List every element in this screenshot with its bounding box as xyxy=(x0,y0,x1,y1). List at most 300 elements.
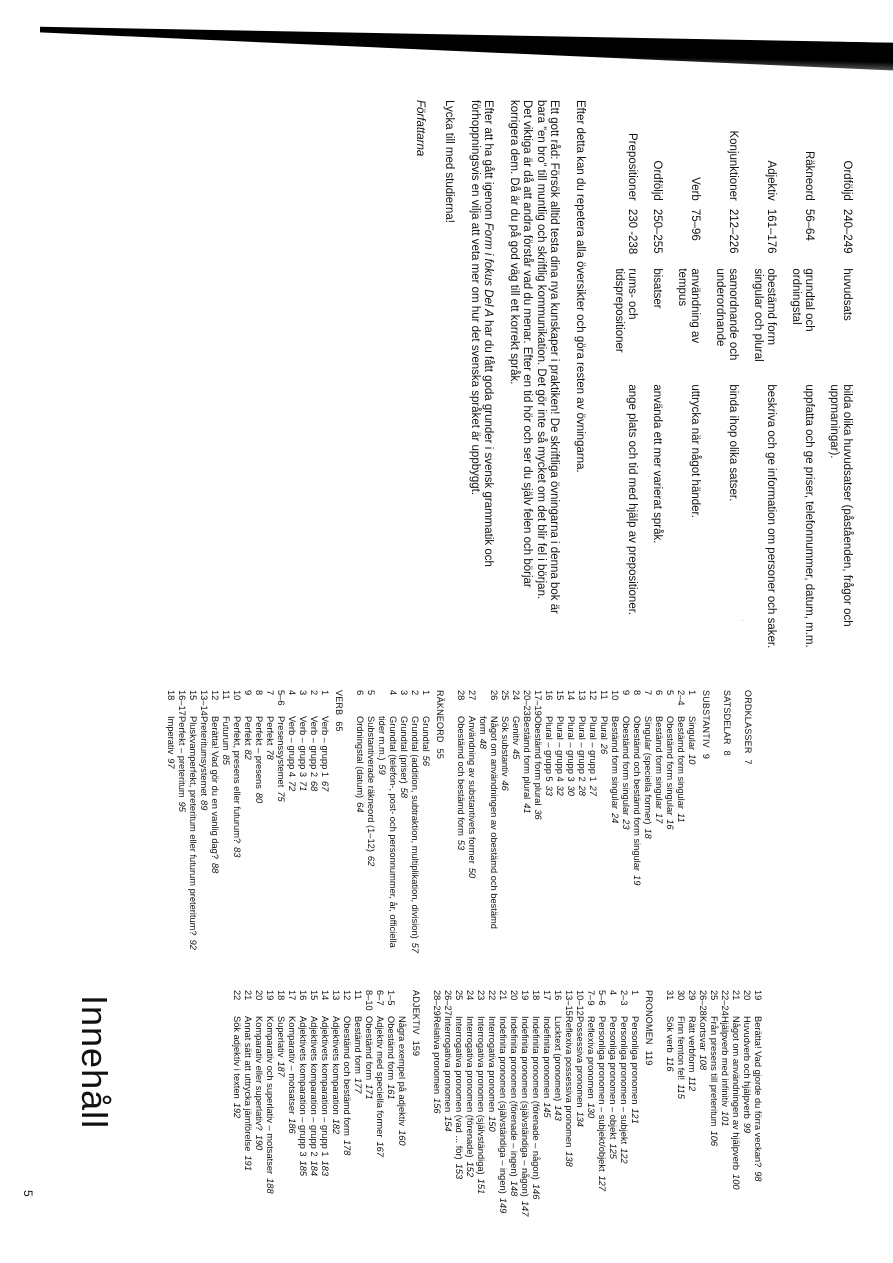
toc-entry[interactable] xyxy=(231,990,242,1260)
entry-title: Interrogativa pronomen154 xyxy=(443,1016,453,1132)
entry-page: 182 xyxy=(331,1118,341,1135)
toc-entry[interactable] xyxy=(609,690,620,960)
entry-page: 53 xyxy=(456,839,466,851)
toc-entry[interactable] xyxy=(264,990,275,1260)
entry-page: 88 xyxy=(210,863,220,874)
entry-title: Adjektivets komparation – grupp 2184 xyxy=(309,1016,319,1177)
toc-entry[interactable] xyxy=(385,990,396,1260)
entry-page: 46 xyxy=(500,780,510,791)
overview-category: Ordföljd xyxy=(841,160,853,201)
entry-title: Adjektiv med speciella former167 xyxy=(375,1016,385,1157)
entry-title: Reflexiva possessiva pronomen138 xyxy=(564,1016,574,1167)
toc-entry[interactable] xyxy=(697,990,708,1260)
entry-title: Sök substantiv46 xyxy=(500,716,510,791)
overview-topic: grundtal och ordningstal xyxy=(790,268,815,332)
paragraph-advice: Ett gott råd: Försök alltid testa dina nya kunskaper i praktiken! De skriftliga övningarna i denna bok är bara ”en bro” till muntlig och skriftlig kommunikation. Det gör inte så mycket om det blir fel i början. Det viktiga är då att andra förstår vad du menar. Efter en tid hör och ser du själv felen och börjar korrigera dem. Då är du på god väg till ett korrekt språk. xyxy=(508,100,561,614)
exercise-number: 11 xyxy=(221,690,231,700)
entry-page: 89 xyxy=(199,800,209,811)
entry-page: 152 xyxy=(465,1161,475,1178)
entry-title: Bestämd form plural41 xyxy=(522,716,532,814)
toc-entry[interactable] xyxy=(264,690,275,960)
toc-entry[interactable] xyxy=(508,990,519,1260)
entry-page: 130 xyxy=(586,1102,596,1119)
entry-page: 48 xyxy=(478,738,488,749)
entry-page: 171 xyxy=(364,1084,374,1100)
entry-title: Något om användningen av obestämd och bestämd form48 xyxy=(478,716,499,929)
overview-pages: 161–176 xyxy=(765,208,777,254)
entry-page: 27 xyxy=(588,785,598,796)
toc-entry[interactable] xyxy=(541,990,552,1260)
overview-row xyxy=(663,112,701,660)
entry-title: Bestämd form singular17 xyxy=(654,716,664,824)
toc-section-heading: PRONOMEN119 xyxy=(644,990,654,1066)
toc-entry[interactable] xyxy=(409,690,420,960)
toc-entry[interactable] xyxy=(552,990,563,1260)
entry-page: 116 xyxy=(665,1056,675,1072)
entry-page: 16 xyxy=(665,819,675,830)
entry-title: Verb – grupp 167 xyxy=(320,716,330,792)
exercise-number: 17 xyxy=(287,990,297,1001)
entry-page: 24 xyxy=(610,813,620,824)
toc-entry[interactable] xyxy=(396,990,407,1260)
toc-entry[interactable] xyxy=(574,990,585,1260)
entry-page: 28 xyxy=(577,785,587,796)
entry-page: 32 xyxy=(555,785,565,796)
toc-entry[interactable] xyxy=(352,990,363,1260)
toc-entry[interactable] xyxy=(242,690,253,960)
exercise-number: 16 xyxy=(553,990,563,1001)
exercise-number: 1 xyxy=(320,690,330,696)
toc-entry[interactable] xyxy=(464,990,475,1260)
overview-category: Räkneord xyxy=(803,150,815,201)
entry-title: Annat sätt att uttrycka jämförelse191 xyxy=(243,1016,253,1171)
exercise-number: 2–4 xyxy=(676,690,686,706)
toc-entry[interactable] xyxy=(455,690,466,960)
overview-category: Prepositioner xyxy=(626,133,638,201)
entry-title: Interrogativa pronomen (självständiga)151 xyxy=(476,1016,486,1195)
toc-entry[interactable] xyxy=(187,690,198,960)
entry-title: Hjälpverb med infinitiv101 xyxy=(720,1016,730,1127)
table-of-contents xyxy=(0,690,893,1263)
exercise-number: 11 xyxy=(599,690,609,700)
exercise-number: 7–9 xyxy=(586,990,596,1006)
exercise-number: 11 xyxy=(353,990,363,1000)
toc-entry[interactable] xyxy=(576,690,587,960)
toc-entry[interactable] xyxy=(497,990,508,1260)
preface-section xyxy=(414,100,853,660)
entry-page: 33 xyxy=(544,785,554,796)
overview-goal: använda ett mer varierat språk. xyxy=(651,384,663,544)
toc-entry[interactable] xyxy=(563,990,574,1260)
toc-entry[interactable] xyxy=(510,690,521,960)
toc-entry[interactable] xyxy=(642,690,653,960)
exercise-number: 26–27 xyxy=(443,990,453,1016)
exercise-number: 19 xyxy=(265,990,275,1001)
exercise-number: 4 xyxy=(388,690,398,696)
exercise-number: 12 xyxy=(342,990,352,1001)
toc-entry[interactable] xyxy=(308,990,319,1260)
entry-title: Sök verb116 xyxy=(665,1016,675,1072)
exercise-number: 5 xyxy=(665,690,675,696)
entry-page: 75 xyxy=(276,791,286,802)
toc-entry[interactable] xyxy=(319,690,330,960)
entry-title: Perfekt – preteritum95 xyxy=(177,716,187,812)
toc-entry[interactable] xyxy=(398,690,409,960)
entry-title: Ordningstal (datum)64 xyxy=(355,716,365,813)
exercise-number: 2–3 xyxy=(619,990,629,1006)
entry-page: 115 xyxy=(676,1084,686,1099)
entry-title: Genitiv45 xyxy=(511,716,521,760)
toc-section-heading: SUBSTANTIV9 xyxy=(701,690,711,760)
toc-entry[interactable] xyxy=(543,690,554,960)
exercise-number: 2 xyxy=(309,690,319,696)
entry-title: Något om användningen av hjälpverb100 xyxy=(731,1016,741,1190)
entry-page: 145 xyxy=(542,1102,552,1118)
exercise-number: 6 xyxy=(355,690,365,696)
exercise-number: 12 xyxy=(210,690,220,701)
toc-entry[interactable] xyxy=(198,690,209,960)
toc-entry[interactable] xyxy=(752,990,763,1260)
overview-pages: 230 -238 xyxy=(626,208,638,255)
entry-title: Komparativ – motsatser186 xyxy=(287,1016,297,1134)
exercise-number: 1 xyxy=(421,690,431,696)
overview-pages: 75–96 xyxy=(689,208,701,241)
toc-entry[interactable] xyxy=(376,690,398,960)
entry-title: Possessiva pronomen134 xyxy=(575,1016,585,1127)
entry-page: 188 xyxy=(265,1178,275,1194)
toc-section-heading: RÄKNEORD55 xyxy=(435,690,445,760)
exercise-number: 15 xyxy=(188,690,198,701)
entry-title: Substantiverade räkneord (1–12)62 xyxy=(366,716,376,867)
entry-title: Plural26 xyxy=(599,716,609,755)
overview-row xyxy=(777,112,815,660)
toc-entry[interactable] xyxy=(308,690,319,960)
entry-page: 146 xyxy=(531,1183,541,1200)
exercise-number: 10 xyxy=(610,690,620,701)
overview-pages: 212–226 xyxy=(727,208,739,254)
exercise-number: 5–6 xyxy=(276,690,286,706)
toc-entry[interactable] xyxy=(286,990,297,1260)
entry-page: 19 xyxy=(632,875,642,886)
entry-title: Reflexiva pronomen130 xyxy=(586,1016,596,1119)
overview-goal: uppfatta och ge priser, telefonnummer, datum, m.m. xyxy=(803,384,815,648)
entry-page: 100 xyxy=(731,1174,741,1190)
toc-entry[interactable] xyxy=(486,990,497,1260)
exercise-number: 3 xyxy=(399,690,409,696)
exercise-number: 21 xyxy=(243,990,253,1001)
exercise-number: 29 xyxy=(687,990,697,1001)
toc-entry[interactable] xyxy=(565,690,576,960)
entry-title: Bestämd form177 xyxy=(353,1016,363,1094)
toc-entry[interactable] xyxy=(521,690,532,960)
exercise-number: 10 xyxy=(232,690,242,701)
exercise-number: 15 xyxy=(309,990,319,1001)
exercise-number: 8–10 xyxy=(364,990,374,1011)
entry-page: 149 xyxy=(498,1197,508,1214)
exercise-number: 10–12 xyxy=(575,990,585,1016)
entry-page: 147 xyxy=(520,1200,530,1217)
toc-entry[interactable] xyxy=(475,990,486,1260)
exercise-number: 5 xyxy=(366,690,376,696)
entry-page: 45 xyxy=(511,748,521,760)
overview-row xyxy=(701,112,739,660)
exercise-number: 9 xyxy=(243,690,253,696)
toc-entry[interactable] xyxy=(618,990,629,1260)
paragraph-good-luck: Lycka till med studierna! xyxy=(443,100,456,223)
entry-title: Från presens till preteritum106 xyxy=(709,1016,719,1147)
entry-title: Presenssystemet75 xyxy=(276,716,286,802)
toc-entry[interactable] xyxy=(686,690,697,960)
entry-page: 68 xyxy=(309,781,319,792)
toc-entry[interactable] xyxy=(275,690,286,960)
entry-page: 62 xyxy=(366,855,376,867)
entry-title: Finn femton fel!115 xyxy=(676,1016,686,1099)
exercise-number: 16 xyxy=(544,690,554,701)
entry-title: Bestämd form singular11 xyxy=(676,716,686,823)
entry-title: Verb – grupp 472 xyxy=(287,716,297,792)
toc-entry[interactable] xyxy=(554,690,565,960)
exercise-number: 17 xyxy=(542,990,552,1001)
entry-title: Personliga pronomen121 xyxy=(630,1016,640,1124)
toc-entry[interactable] xyxy=(477,690,499,960)
exercise-number: 18 xyxy=(276,990,286,1001)
exercise-number: 18 xyxy=(166,690,176,701)
toc-entry[interactable] xyxy=(741,990,752,1260)
exercise-number: 4 xyxy=(608,990,618,996)
exercise-number: 1 xyxy=(630,990,640,996)
exercise-number: 28 xyxy=(456,690,466,701)
paragraph-summary: Efter att ha gått igenom Form i fokus Del A har du fått goda grunder i svensk grammatik och förhoppningsvis en vilja att veta mer om hur det svenska språket är uppbyggt. xyxy=(469,100,495,567)
toc-entry[interactable] xyxy=(253,690,264,960)
entry-title: Adjektivets komparation – grupp 1183 xyxy=(320,1016,330,1177)
toc-entry[interactable] xyxy=(675,990,686,1260)
entry-page: 10 xyxy=(687,754,697,765)
toc-entry[interactable] xyxy=(374,990,385,1260)
overview-goal: uttrycka när något händer. xyxy=(689,384,701,518)
entry-title: Indefinita pronomen (förenade – någon)146 xyxy=(531,1016,541,1200)
overview-topic: huvudsats xyxy=(841,268,853,321)
toc-section-heading: ORDKLASSER7 xyxy=(743,690,753,765)
toc-entry[interactable] xyxy=(730,990,741,1260)
entry-title: Komparativ eller superlativ?190 xyxy=(254,1016,264,1151)
entry-page: 167 xyxy=(375,1141,385,1157)
entry-page: 178 xyxy=(342,1139,352,1156)
entry-page: 151 xyxy=(476,1178,486,1195)
entry-page: 82 xyxy=(243,749,253,760)
overview-goal: beskriva och ge information om personer och saker. xyxy=(765,384,777,649)
exercise-number: 13–15 xyxy=(564,990,574,1016)
toc-entry[interactable] xyxy=(596,990,607,1260)
toc-entry[interactable] xyxy=(354,690,365,960)
entry-page: 64 xyxy=(355,802,365,813)
exercise-number: 8 xyxy=(632,690,642,696)
entry-title: Grundtal (priser)58 xyxy=(399,716,409,799)
entry-title: Grundtal (telefon-, post- och personnummer, år, officiella tider m.m.)59 xyxy=(377,716,398,948)
exercise-number: 14 xyxy=(320,990,330,1001)
toc-entry[interactable] xyxy=(631,690,642,960)
toc-entry[interactable] xyxy=(319,990,330,1260)
entry-title: Interrogativa pronomen (vad ... för)153 xyxy=(454,1016,464,1180)
toc-entry[interactable] xyxy=(607,990,618,1260)
toc-entry[interactable] xyxy=(519,990,530,1260)
exercise-number: 8 xyxy=(254,690,264,696)
exercise-number: 20 xyxy=(742,990,752,1001)
entry-page: 161 xyxy=(386,1084,396,1100)
overview-topic: samordnande och underordnande xyxy=(714,268,739,361)
entry-title: Grundtal (addition, subtraktion, multiplikation, division)57 xyxy=(410,716,420,954)
entry-title: Futurum85 xyxy=(221,716,231,765)
entry-title: Indefinita pronomen145 xyxy=(542,1016,552,1118)
toc-entry[interactable] xyxy=(363,990,374,1260)
exercise-number: 6 xyxy=(654,690,664,696)
exercise-number: 27 xyxy=(467,690,477,701)
entry-title: Berätta! Vad gör du en vanlig dag?88 xyxy=(210,716,220,874)
overview-row xyxy=(600,112,638,660)
exercise-number: 4 xyxy=(287,690,297,696)
entry-page: 187 xyxy=(276,1061,286,1077)
toc-entry[interactable] xyxy=(530,990,541,1260)
entry-page: 106 xyxy=(709,1130,719,1147)
toc-entry[interactable] xyxy=(297,690,308,960)
exercise-number: 31 xyxy=(665,990,675,1001)
entry-page: 72 xyxy=(287,781,297,792)
toc-entry[interactable] xyxy=(253,990,264,1260)
toc-entry[interactable] xyxy=(176,690,187,960)
entry-page: 18 xyxy=(643,828,653,839)
toc-entry[interactable] xyxy=(664,690,675,960)
entry-page: 148 xyxy=(509,1180,519,1197)
exercise-number: 14 xyxy=(566,690,576,701)
entry-page: 150 xyxy=(487,1116,497,1132)
toc-entry[interactable] xyxy=(629,990,640,1260)
entry-title: Imperativ97 xyxy=(166,716,176,769)
toc-entry[interactable] xyxy=(275,990,286,1260)
entry-page: 143 xyxy=(553,1105,563,1121)
toc-entry[interactable] xyxy=(719,990,730,1260)
toc-entry[interactable] xyxy=(585,990,596,1260)
entry-title: Lucktext (pronomen)143 xyxy=(553,1016,563,1121)
exercise-number: 26–28 xyxy=(698,990,708,1016)
entry-title: Rätt verbform112 xyxy=(687,1016,697,1092)
entry-page: 153 xyxy=(454,1163,464,1180)
toc-entry[interactable] xyxy=(587,690,598,960)
entry-title: Personliga pronomen – objekt125 xyxy=(608,1016,618,1160)
exercise-number: 22 xyxy=(487,990,497,1001)
entry-title: Obestämd form singular23 xyxy=(621,716,631,830)
entry-page: 122 xyxy=(619,1148,629,1164)
entry-page: 41 xyxy=(522,803,532,814)
overview-pages: 240–249 xyxy=(841,208,853,254)
toc-entry[interactable] xyxy=(242,990,253,1260)
toc-entry[interactable] xyxy=(664,990,675,1260)
overview-row xyxy=(739,112,777,660)
toc-entry[interactable] xyxy=(442,990,453,1260)
entry-title: Användning av substantivets former50 xyxy=(467,716,477,879)
entry-page: 30 xyxy=(566,785,576,796)
toc-entry[interactable] xyxy=(675,690,686,960)
toc-entry[interactable] xyxy=(653,690,664,960)
overview-row xyxy=(638,112,663,660)
exercise-number: 22 xyxy=(232,990,242,1001)
exercise-number: 18 xyxy=(531,990,541,1001)
entry-page: 138 xyxy=(564,1151,574,1167)
overview-category: Ordföljd xyxy=(651,160,663,201)
entry-page: 112 xyxy=(687,1076,697,1092)
entry-page: 101 xyxy=(720,1110,730,1127)
entry-title: Indefinita pronomen (förenade – ingen)148 xyxy=(509,1016,519,1197)
toc-entry[interactable] xyxy=(499,690,510,960)
entry-title: Obestämd form singular16 xyxy=(665,716,675,830)
toc-entry[interactable] xyxy=(686,990,697,1260)
page-number: 5 xyxy=(21,1190,35,1197)
entry-title: Obestämd form161 xyxy=(386,1016,396,1100)
entry-page: 80 xyxy=(254,792,264,804)
overview-category: Adjektiv xyxy=(765,160,777,201)
exercise-number: 1 xyxy=(687,690,697,696)
signature: Författarna xyxy=(414,100,426,157)
entry-title: Indefinita pronomen (självständiga – ingen)149 xyxy=(498,1016,508,1214)
toc-entry[interactable] xyxy=(453,990,464,1260)
toc-entry[interactable] xyxy=(420,690,431,960)
toc-entry[interactable] xyxy=(598,690,609,960)
overview-goal: bilda olika huvudsatser (påståenden, frågor och uppmaningar). xyxy=(828,384,853,627)
toc-entry[interactable] xyxy=(365,690,376,960)
toc-entry[interactable] xyxy=(466,690,477,960)
entry-page: 185 xyxy=(298,1160,308,1177)
toc-entry[interactable] xyxy=(431,990,442,1260)
entry-title: Singular (speciella former)18 xyxy=(643,716,653,839)
exercise-number: 13–14 xyxy=(199,690,209,716)
exercise-number: 3 xyxy=(298,690,308,696)
entry-page: 78 xyxy=(265,749,275,760)
toc-entry[interactable] xyxy=(231,690,242,960)
entry-title: Obestämd form171 xyxy=(364,1016,374,1100)
entry-title: Grundtal56 xyxy=(421,716,431,767)
exercise-number: 26 xyxy=(489,690,499,701)
toc-entry[interactable] xyxy=(330,990,341,1260)
overview-pages: 250–255 xyxy=(651,208,663,254)
toc-entry[interactable] xyxy=(297,990,308,1260)
entry-page: 156 xyxy=(432,1098,442,1114)
entry-page: 36 xyxy=(533,809,543,820)
entry-title: Plural – grupp 533 xyxy=(544,716,554,796)
exercise-number: 25 xyxy=(709,990,719,1001)
entry-page: 57 xyxy=(410,942,420,954)
entry-title: Kortsvar108 xyxy=(698,1016,708,1071)
entry-title: Plural – grupp 228 xyxy=(577,716,587,796)
toc-entry[interactable] xyxy=(209,690,220,960)
entry-page: 97 xyxy=(166,758,176,769)
toc-entry[interactable] xyxy=(620,690,631,960)
toc-entry[interactable] xyxy=(341,990,352,1260)
toc-entry[interactable] xyxy=(220,690,231,960)
toc-entry[interactable] xyxy=(286,690,297,960)
entry-title: Superlativ187 xyxy=(276,1016,286,1077)
exercise-number: 19 xyxy=(753,990,763,1001)
toc-entry[interactable] xyxy=(165,690,176,960)
entry-page: 108 xyxy=(698,1054,708,1071)
entry-title: Sök adjektiv i texten192 xyxy=(232,1016,242,1119)
entry-title: Obestämd form plural36 xyxy=(533,716,543,820)
exercise-number: 9 xyxy=(621,690,631,696)
entry-title: Plural – grupp 432 xyxy=(555,716,565,796)
exercise-number: 25 xyxy=(454,990,464,1001)
exercise-number: 5–6 xyxy=(597,990,607,1006)
entry-title: Personliga pronomen – subjekt122 xyxy=(619,1016,629,1164)
entry-title: Obestämd och bestämd form singular19 xyxy=(632,716,642,886)
toc-entry[interactable] xyxy=(532,690,543,960)
toc-entry[interactable] xyxy=(708,990,719,1260)
